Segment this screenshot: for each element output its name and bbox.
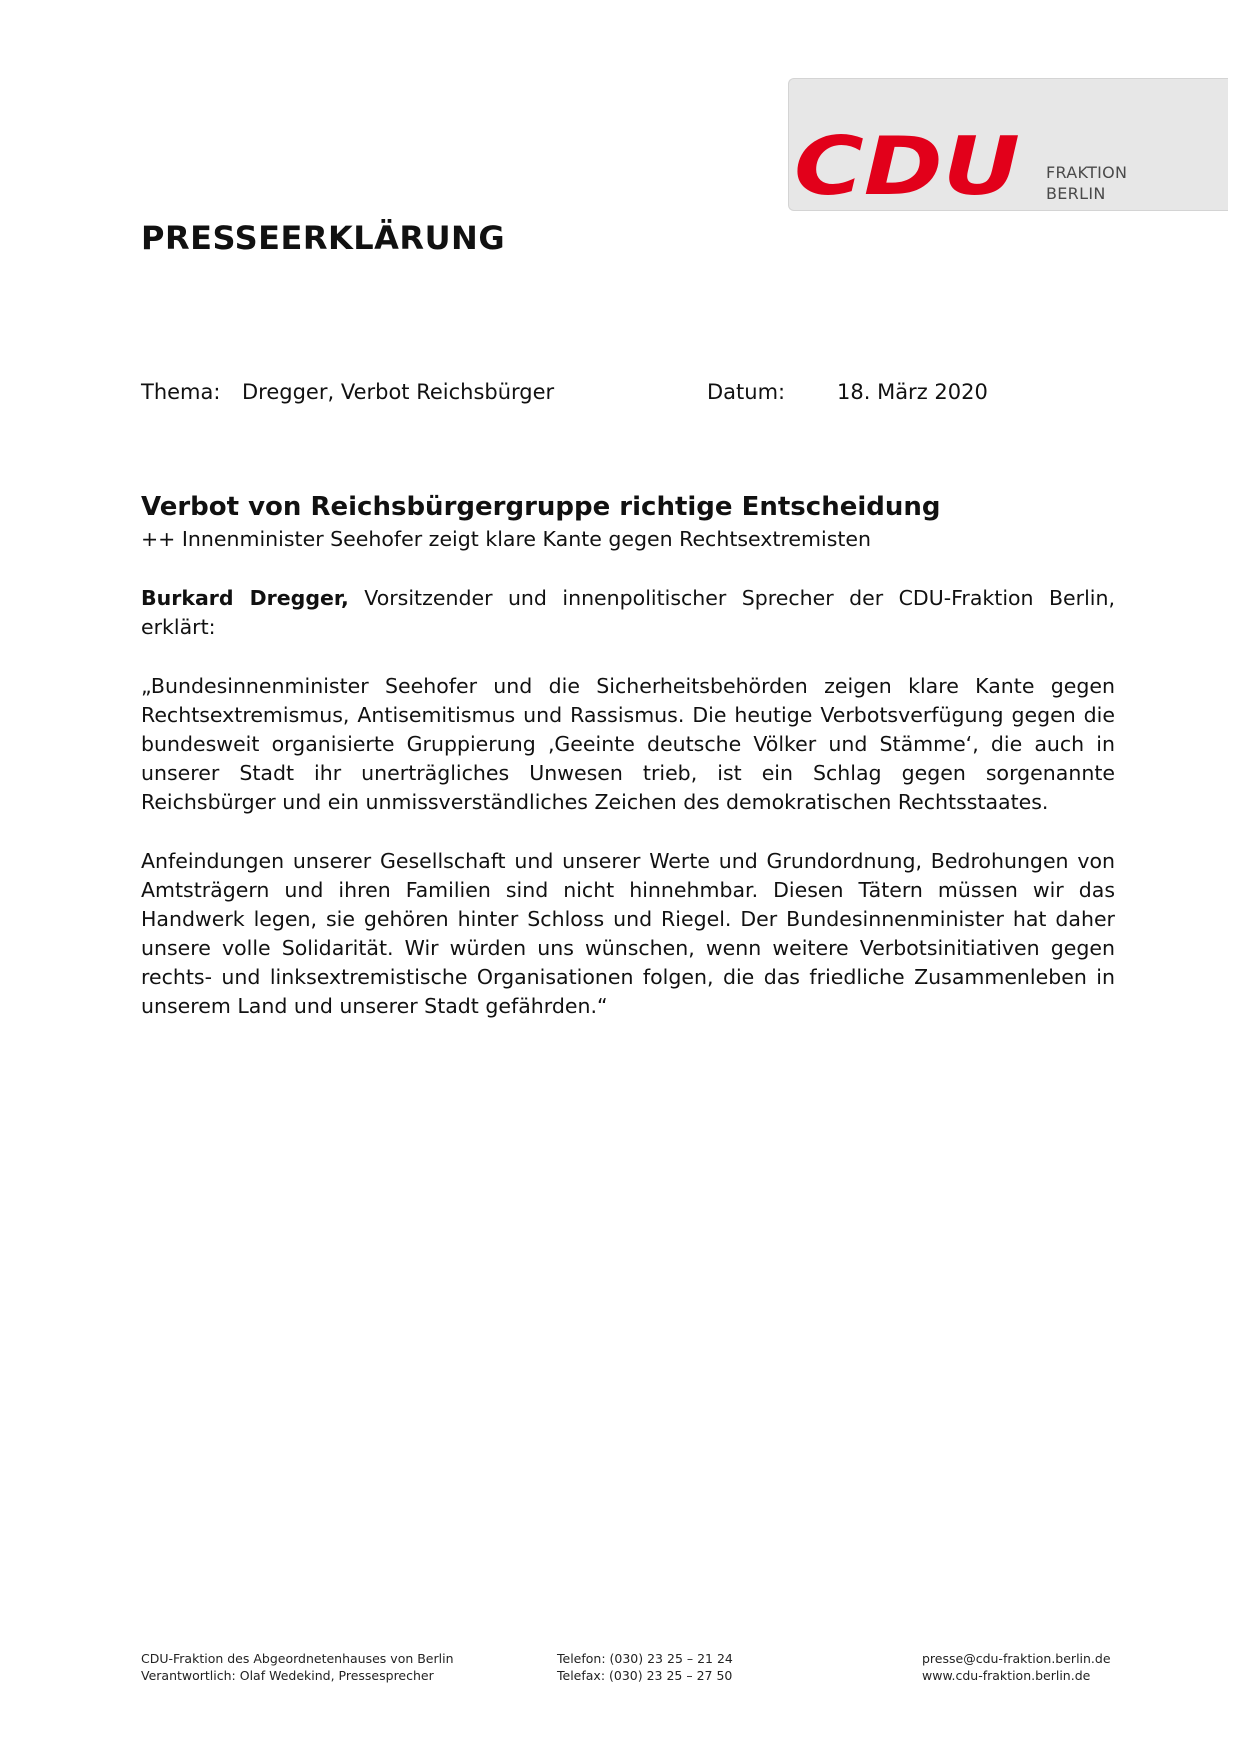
logo-line-berlin: BERLIN — [1046, 184, 1106, 203]
footer-phone: Telefon: (030) 23 25 – 21 24 — [557, 1651, 733, 1666]
article-headline: Verbot von Reichsbürgergruppe richtige Entscheidung — [141, 492, 941, 522]
footer-email-link[interactable]: presse@cdu-fraktion.berlin.de — [922, 1651, 1111, 1666]
page-title: PRESSEERKLÄRUNG — [141, 219, 506, 257]
footer-contact-block — [557, 1650, 733, 1684]
speaker-intro — [141, 584, 1115, 642]
speaker-role: Vorsitzender und innenpolitischer Sprecher der CDU-Fraktion Berlin, erklärt: — [141, 586, 1115, 639]
date-value: 18. März 2020 — [837, 380, 988, 404]
article-subline: ++ Innenminister Seehofer zeigt klare Kante gegen Rechtsextremisten — [141, 527, 872, 551]
cdu-logo-text: CDU — [794, 120, 1020, 212]
logo-box — [788, 78, 1228, 211]
logo-subtitle — [1046, 162, 1127, 204]
footer-web-block — [922, 1650, 1111, 1684]
cdu-logo — [789, 79, 1229, 212]
topic-label: Thema: — [141, 380, 221, 404]
quote-paragraph-1: „Bundesinnenminister Seehofer und die Sicherheitsbehörden zeigen klare Kante gegen Rechtsextremismus, Antisemitismus und Rassismus. Die heutige Verbotsverfügung gegen die bundesweit organisierte Gruppierung ‚Geeinte deutsche Völker und Stämme‘, die auch in unserer Stadt ihr unerträgliches Unwesen trieb, ist ein Schlag gegen sorgenannte Reichsbürger und ein unmissverständliches Zeichen des demokratischen Rechtsstaates. — [141, 674, 1115, 814]
article — [141, 490, 1115, 1021]
footer-responsible: Verantwortlich: Olaf Wedekind, Pressesprecher — [141, 1668, 434, 1683]
footer-org: CDU-Fraktion des Abgeordnetenhauses von Berlin — [141, 1651, 454, 1666]
footer-website-link[interactable]: www.cdu-fraktion.berlin.de — [922, 1668, 1091, 1683]
speaker-name: Burkard Dregger, — [141, 586, 349, 610]
date-label: Datum: — [707, 380, 786, 404]
topic-value: Dregger, Verbot Reichsbürger — [242, 380, 555, 404]
logo-line-fraktion: FRAKTION — [1046, 163, 1128, 182]
footer-fax: Telefax: (030) 23 25 – 27 50 — [557, 1668, 733, 1683]
quote-paragraph-2: Anfeindungen unserer Gesellschaft und unserer Werte und Grundordnung, Bedrohungen von Amtsträgern und ihren Familien sind nicht hinnehmbar. Diesen Tätern müssen wir das Handwerk legen, sie gehören hinter Schloss und Riegel. Der Bundesinnenminister hat daher unsere volle Solidarität. Wir würden uns wünschen, wenn weitere Verbotsinitiativen gegen rechts- und linksextremistische Organisationen folgen, die das friedliche Zusammenleben in unserem Land und unserer Stadt gefährden.“ — [141, 849, 1115, 1018]
footer-org-block — [141, 1650, 454, 1684]
